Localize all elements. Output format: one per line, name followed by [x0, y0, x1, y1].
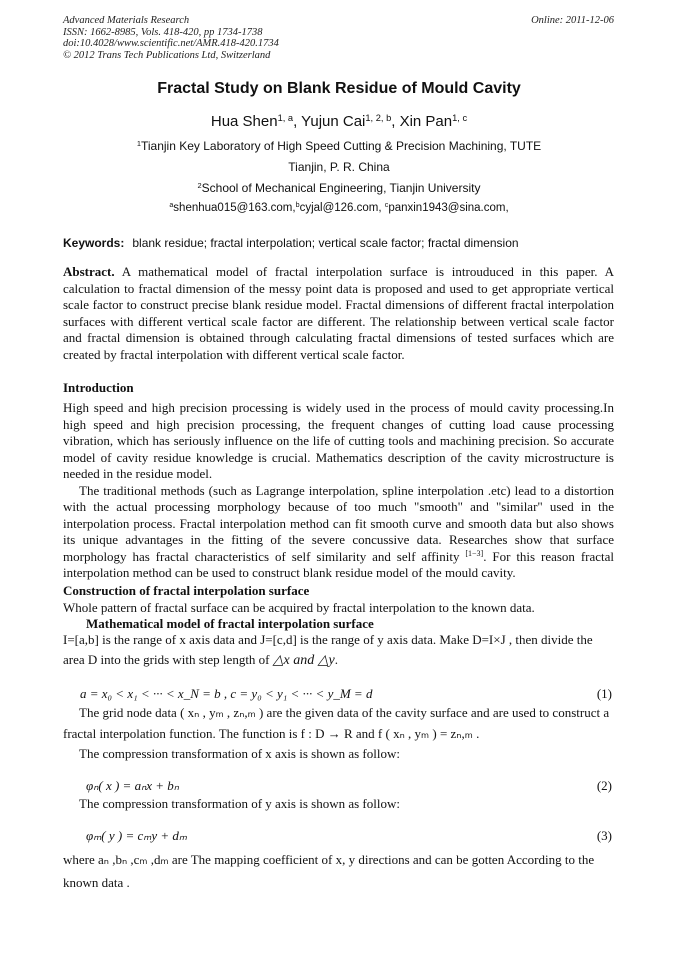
- abstract-text: A mathematical model of fractal interpolation surface is introuduced in this paper. A calculation to fractal dimension of the messy point data is proposed and used to get appropriate vertical scale factor to construct precise blank residue model. Fractal dimensions of different fractal interpolation surfaces with different vertical scale factor are different. The relationship between vertical scale factor and fractal dimension is obtained through calculating fractal dimensions of tested surfaces which are created by fractal interpolation with different vertical scale factor.: [63, 264, 614, 362]
- copyright-line: © 2012 Trans Tech Publications Ltd, Switzerland: [63, 49, 271, 61]
- journal-header: [63, 15, 279, 61]
- intro-paragraph-2-end: . For this reason fractal interpolation method can be used to construct blank residue model of the mould cavity.: [63, 548, 615, 580]
- equation-1-number: (1): [596, 686, 612, 701]
- grid-node-line-2: fractal interpolation function. The function is f : D → R and f ( xₙ , yₘ ) = zₙ,ₘ .: [63, 726, 480, 741]
- author-sup: 1, c: [452, 112, 468, 123]
- email-address: cyjal@126.com,: [299, 202, 382, 214]
- subsection-heading: Mathematical model of fractal interpolation surface: [86, 616, 374, 631]
- keywords-label: Keywords:: [63, 236, 125, 250]
- step-length-symbols: △x and △y: [272, 653, 335, 668]
- affiliation-location: [0, 160, 678, 174]
- citation-ref: [1−3]: [465, 548, 484, 558]
- abstract: [63, 264, 614, 363]
- intro-paragraph-2-text: The traditional methods (such as Lagrange interpolation, spline interpolation .etc) lead to a distortion with the actual processing morphology because of too much "smooth" and "similar" used in the interpolation process. Fractal interpolation method can fit smooth curve and smooth data but also shows its unique advantages in the fitting of the severe concussive data. Researches show that surface morphology has fractal characteristics of self similarity and self affinity: [63, 482, 614, 564]
- author-sup: 1, 2, b: [365, 112, 392, 123]
- intro-paragraph-1: High speed and high precision processing is widely used in the process of mould cavity processing.In high speed and high precision processing, the frequent changes of cutting load cause processing vibration, which has seriously influence on the life of cutting tools and machining precision. So accurate model of cavity residue knowledge is crucial. Mathematics description of the cavity microstructure is needed in the residue model.: [63, 400, 614, 481]
- journal-name: Advanced Materials Research: [63, 15, 190, 26]
- construction-heading: Construction of fractal interpolation surface: [63, 583, 310, 598]
- equation-2-number: (2): [596, 778, 612, 793]
- affiliation-text: Tianjin Key Laboratory of High Speed Cutting & Precision Machining, TUTE: [140, 139, 542, 153]
- intro-paragraph-2: [63, 483, 614, 582]
- affiliation-text: Tianjin, P. R. China: [288, 160, 390, 174]
- grid-node-line-1: The grid node data ( xₙ , yₘ , zₙ,ₘ ) are the given data of the cavity surface and are used to construct a: [79, 705, 610, 720]
- author-name: Yujun Cai: [301, 113, 366, 130]
- email-sup: a: [169, 201, 174, 210]
- keywords: [63, 236, 618, 250]
- affiliation-2: [0, 181, 678, 195]
- author-name: Hua Shen: [210, 113, 278, 130]
- range-line-2-text: area D into the grids with step length of: [63, 652, 270, 667]
- equation-2: φₙ( x ) = aₙx + bₙ: [86, 778, 179, 793]
- author-sup: 1, a: [277, 112, 294, 123]
- affiliation-sup: 2: [197, 180, 202, 190]
- equation-3: φₘ( y ) = cₘy + dₘ: [86, 828, 188, 843]
- range-line-1: I=[a,b] is the range of x axis data and J=[c,d] is the range of y axis data. Make D=I×J , then divide the: [63, 632, 593, 647]
- email-sup: c: [384, 201, 389, 210]
- construction-paragraph-1: Whole pattern of fractal surface can be acquired by fractal interpolation to the known data.: [63, 600, 535, 615]
- keywords-text: blank residue; fractal interpolation; vertical scale factor; fractal dimension: [132, 236, 519, 250]
- author-list: Hua Shen$^{1, a}$, Yujun Cai$^{1, 2, b}$, Xin Pan$^{1, c}$: [210, 112, 468, 130]
- online-date: Online: 2011-12-06: [531, 15, 614, 26]
- email-line: [0, 202, 678, 214]
- email-address: panxin1943@sina.com,: [388, 202, 509, 214]
- affiliation-text: School of Mechanical Engineering, Tianjin University: [201, 181, 481, 195]
- introduction-body: [63, 400, 614, 582]
- x-compression-text: The compression transformation of x axis is shown as follow:: [79, 746, 400, 761]
- email-address: shenhua015@163.com,: [173, 202, 296, 214]
- doi-line: doi:10.4028/www.scientific.net/AMR.418-420.1734: [63, 38, 279, 49]
- introduction-heading: Introduction: [63, 380, 134, 395]
- affiliation-1: [0, 139, 678, 153]
- abstract-label: Abstract.: [63, 264, 115, 279]
- coefficient-line-1: where aₙ ,bₙ ,cₘ ,dₘ are The mapping coefficient of x, y directions and can be gotten According to the: [63, 852, 595, 867]
- issn-line: ISSN: 1662-8985, Vols. 418-420, pp 1734-1738: [63, 26, 263, 38]
- paper-title: Fractal Study on Blank Residue of Mould Cavity: [157, 80, 521, 97]
- equation-3-number: (3): [596, 828, 612, 843]
- y-compression-text: The compression transformation of y axis is shown as follow:: [79, 796, 400, 811]
- affiliation-sup: 1: [136, 138, 141, 148]
- range-line-2: area D into the grids with step length of △x and △y.: [63, 652, 338, 668]
- email-sup: b: [295, 201, 300, 210]
- author-name: Xin Pan: [399, 113, 453, 130]
- coefficient-line-2: known data .: [63, 875, 130, 890]
- equation-1: a = x₀ < x₁ < ··· < x_N = b , c = y₀ < y₁ < ··· < y_M = d: [80, 686, 373, 701]
